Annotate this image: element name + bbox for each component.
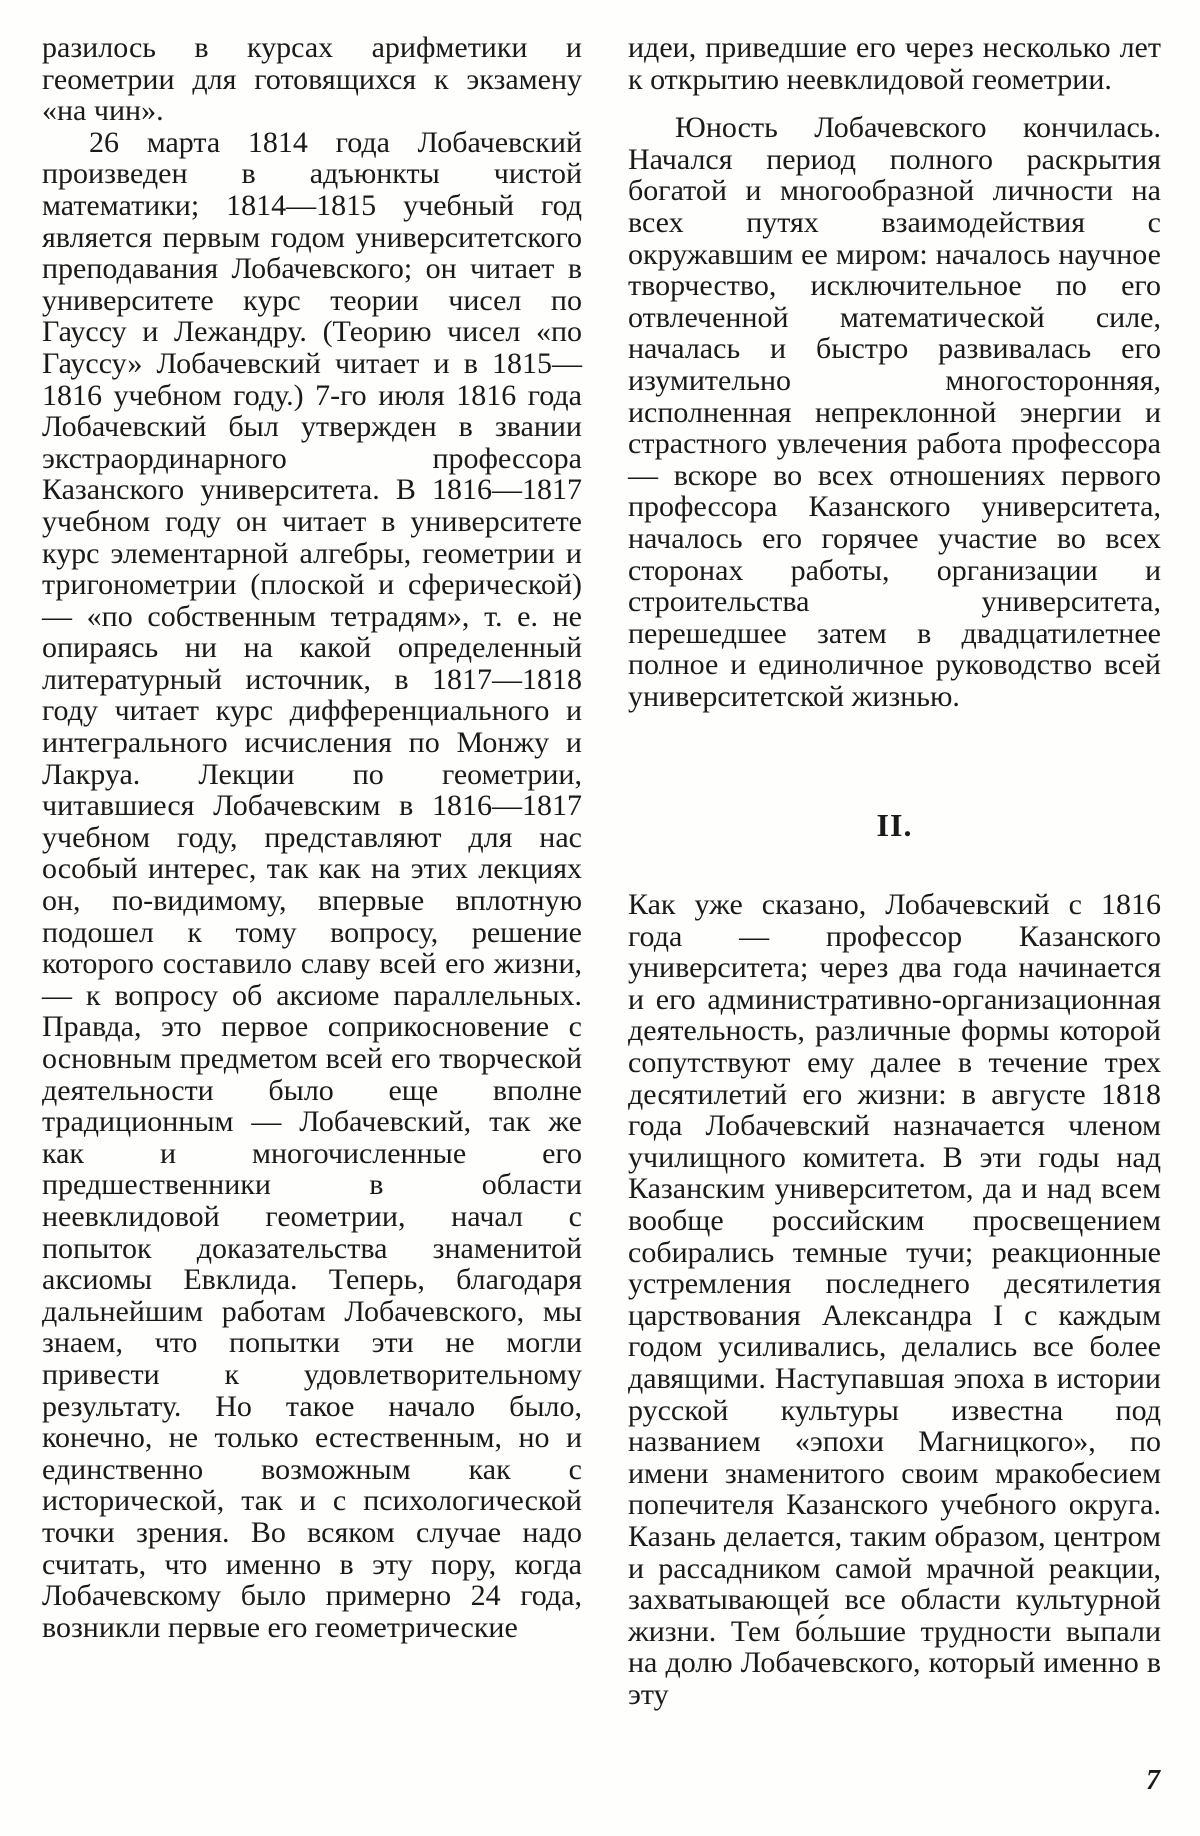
left-paragraph-continuation: разилось в курсах арифметики и геометрии для готовящихся к экзамену «на чин». <box>42 31 582 128</box>
left-column <box>42 32 582 1643</box>
page-number: 7 <box>1146 1765 1160 1796</box>
right-paragraph-section-two: Как уже сказано, Лобачевский с 1816 года — профессор Казанского университета; через два года начинается и его административно-организационная деятельность, различные формы которой сопутствуют ему далее в течение трех десятилетий его жизни: в августе 1818 года Лобачевский назначается членом училищного комитета. В эти годы над Казанским университетом, да и над всем вообще российским просвещением собирались темные тучи; реакционные устремления последнего десятилетия царствования Александра I с каждым годом усиливались, делались все более давящими. Наступавшая эпоха в истории русской культуры известна под названием «эпохи Магницкого», по имени знаменитого своим мракобесием попечителя Казанского учебного округа. Казань делается, таким образом, центром и рассадником самой мрачной реакции, захватывающей все области культурной жизни. Тем бо́льшие трудности выпали на долю Лобачевского, который именно в эту <box>628 888 1161 1711</box>
left-paragraph-lobachevsky-1814: 26 марта 1814 года Лобачевский произведен в адъюнкты чистой математики; 1814—1815 учебный год является первым годом университетского преподавания Лобачевского; он читает в университете курс теории чисел по Гауссу и Лежандру. (Теорию чисел «по Гауссу» Лобачевский читает и в 1815—1816 учебном году.) 7-го июля 1816 года Лобачевский был утвержден в звании экстраординарного профессора Казанского университета. В 1816—1817 учебном году он читает в университете курс элементарной алгебры, геометрии и тригонометрии (плоской и сферической) — «по собственным тетрадям», т. е. не опираясь ни на какой определенный литературный источник, в 1817—1818 году читает курс дифференциального и интегрального исчисления по Монжу и Лакруа. Лекции по геометрии, читавшиеся Лобачевским в 1816—1817 учебном году, представляют для нас особый интерес, так как на этих лекциях он, по-видимому, впервые вплотную подошел к тому вопросу, решение которого составило славу всей его жизни,— к вопросу об аксиоме параллельных. Правда, это первое соприкосновение с основным предметом всей его творческой деятельности было еще вполне традиционным — Лобачевский, так же как и многочисленные его предшественники в области неевклидовой геометрии, начал с попыток доказательства знаменитой аксиомы Евклида. Теперь, благодаря дальнейшим работам Лобачевского, мы знаем, что попытки эти не могли привести к удовлетворительному результату. Но такое начало было, конечно, не только естественным, но и единственно возможным как с исторической, так и с психологической точки зрения. Во всяком случае надо считать, что именно в эту пору, когда Лобачевскому было примерно 24 года, возникли первые его геометрические <box>42 125 582 1644</box>
right-column <box>628 32 1161 1711</box>
right-paragraph-youth-ended: Юность Лобачевского кончилась. Начался период полного раскрытия богатой и многообразной личности на всех путях взаимодействия с окружавшим ее миром: началось научное творчество, исключительное по его отвлеченной математической силе, началась и быстро развивалась его изумительно многосторонняя, исполненная непреклонной энергии и страстного увлечения работа профессора — вскоре во всех отношениях первого профессора Казанского университета, началось его горячее участие во всех сторонах работы, организации и строительства университета, перешедшее затем в двадцатилетнее полное и единоличное руководство всей университетской жизнью. <box>628 111 1161 713</box>
right-paragraph-continuation: идеи, приведшие его через несколько лет к открытию неевклидовой геометрии. <box>628 31 1161 96</box>
section-heading: II. <box>876 807 913 844</box>
